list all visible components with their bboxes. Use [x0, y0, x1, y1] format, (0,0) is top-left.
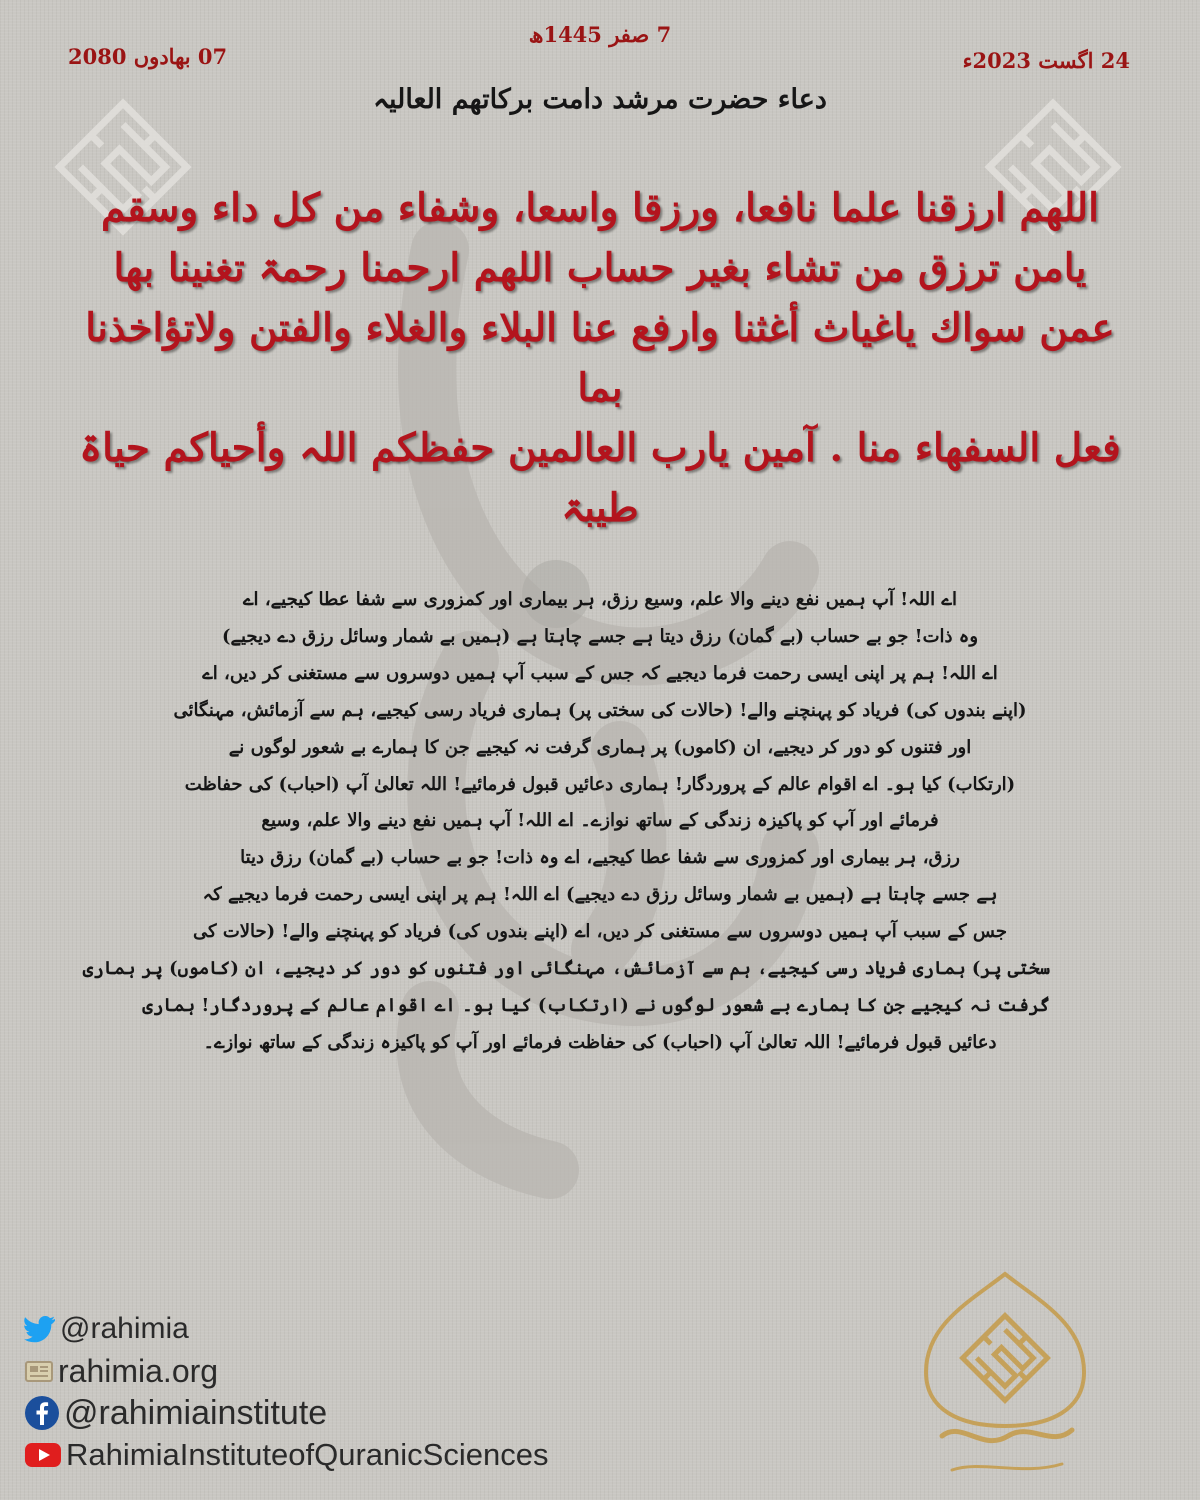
urdu-line: رزق، ہر بیماری اور کمزوری سے شفا عطا کیجیے، اے وہ ذات! جو بے حساب (بے گمان) رزق دیتا — [240, 847, 960, 869]
arabic-dua — [60, 178, 1140, 538]
rahimia-logo — [912, 1270, 1098, 1490]
youtube-icon — [24, 1441, 62, 1469]
facebook-icon — [24, 1395, 60, 1431]
arabic-line: عمن سواك یاغیاث أغثنا وارفع عنا البلاء والغلاء والفتن ولاتؤاخذنا بما — [85, 305, 1115, 411]
social-links — [24, 1308, 548, 1476]
urdu-line: گرفت نہ کیجیے جن کا ہمارے بے شعور لوگوں نے (ارتکاب) کیا ہو۔ اے اقوام عالم کے پروردگار! ہماری — [142, 994, 1050, 1016]
urdu-line: سختی پر) ہماری فریاد رسی کیجیے، ہم سے آزمائش، مہنگائی اور فتنوں کو دور کر دیجیے، ان (کاموں) پر ہماری — [82, 958, 1050, 980]
urdu-line: (ارتکاب) کیا ہو۔ اے اقوام عالم کے پروردگار! ہماری دعائیں قبول فرمائیے! اللہ تعالیٰ آپ (احباب) کی حفاظت — [184, 773, 1016, 795]
urdu-line: فرمائے اور آپ کو پاکیزہ زندگی کے ساتھ نوازے۔ اے اللہ! آپ ہمیں نفع دینے والا علم، وسیع — [261, 810, 939, 832]
website-link[interactable] — [24, 1350, 548, 1392]
facebook-handle: @rahimiainstitute — [64, 1393, 328, 1432]
page-title: دعاء حضرت مرشد دامت برکاتھم العالیہ — [373, 84, 827, 115]
website-url: rahimia.org — [58, 1352, 219, 1389]
arabic-line: اللھم ارزقنا علما نافعا، ورزقا واسعا، وشفاء من کل داء وسقم — [101, 185, 1099, 231]
twitter-bird-icon — [24, 1315, 56, 1343]
twitter-handle: @rahimia — [60, 1312, 189, 1345]
urdu-line: جس کے سبب آپ ہمیں دوسروں سے مستغنی کر دیں، اے (اپنے بندوں کی) فریاد کو پہنچنے والے! (حالات کی — [192, 921, 1007, 943]
arabic-line: یامن ترزق من تشاء بغیر حساب اللھم ارحمنا رحمۃ تغنینا بھا — [113, 245, 1087, 291]
web-icon — [24, 1358, 54, 1384]
arabic-line: طیبۃ — [561, 485, 639, 531]
urdu-line: اور فتنوں کو دور کر دیجیے، ان (کاموں) پر ہماری گرفت نہ کیجیے جن کا ہمارے بے شعور لوگوں نے — [228, 736, 972, 758]
urdu-line: اے اللہ! آپ ہمیں نفع دینے والا علم، وسیع رزق، ہر بیماری اور کمزوری سے شفا عطا کیجیے، اے — [243, 589, 957, 610]
twitter-link[interactable] — [24, 1308, 548, 1350]
urdu-line: دعائیں قبول فرمائیے! اللہ تعالیٰ آپ (احباب) کی حفاظت فرمائے اور آپ کو پاکیزہ زندگی کے ساتھ نوازے۔ — [203, 1031, 997, 1053]
date-hijri: 7 صفر 1445ھ — [528, 22, 672, 47]
urdu-translation — [82, 582, 1050, 1062]
facebook-link[interactable] — [24, 1392, 548, 1434]
urdu-line: وہ ذات! جو بے حساب (بے گمان) رزق دیتا ہے جسے چاہتا ہے (ہمیں بے شمار وسائل رزق دے دیجیے) — [221, 625, 979, 647]
date-bikrami: 07 بھادوں 2080 — [68, 44, 228, 69]
urdu-line: (اپنے بندوں کی) فریاد کو پہنچنے والے! (حالات کی سختی پر) ہماری فریاد رسی کیجیے، ہم سے آزمائش، مہنگائی — [173, 699, 1027, 721]
youtube-channel: RahimiaInstituteofQuranicSciences — [66, 1437, 549, 1472]
date-gregorian: 24 اگست 2023ء — [962, 48, 1130, 73]
urdu-line: ہے جسے چاہتا ہے (ہمیں بے شمار وسائل رزق دے دیجیے) اے اللہ! ہم پر اپنی ایسی رحمت فرما دیجیے کہ — [202, 884, 998, 906]
urdu-line: اے اللہ! ہم پر اپنی ایسی رحمت فرما دیجیے کہ جس کے سبب آپ ہمیں دوسروں سے مستغنی کر دیں، اے — [202, 662, 998, 684]
youtube-link[interactable] — [24, 1434, 548, 1476]
arabic-line: فعل السفھاء منا . آمین یارب العالمین حفظکم اللہ وأحیاکم حیاۃ — [79, 425, 1121, 471]
